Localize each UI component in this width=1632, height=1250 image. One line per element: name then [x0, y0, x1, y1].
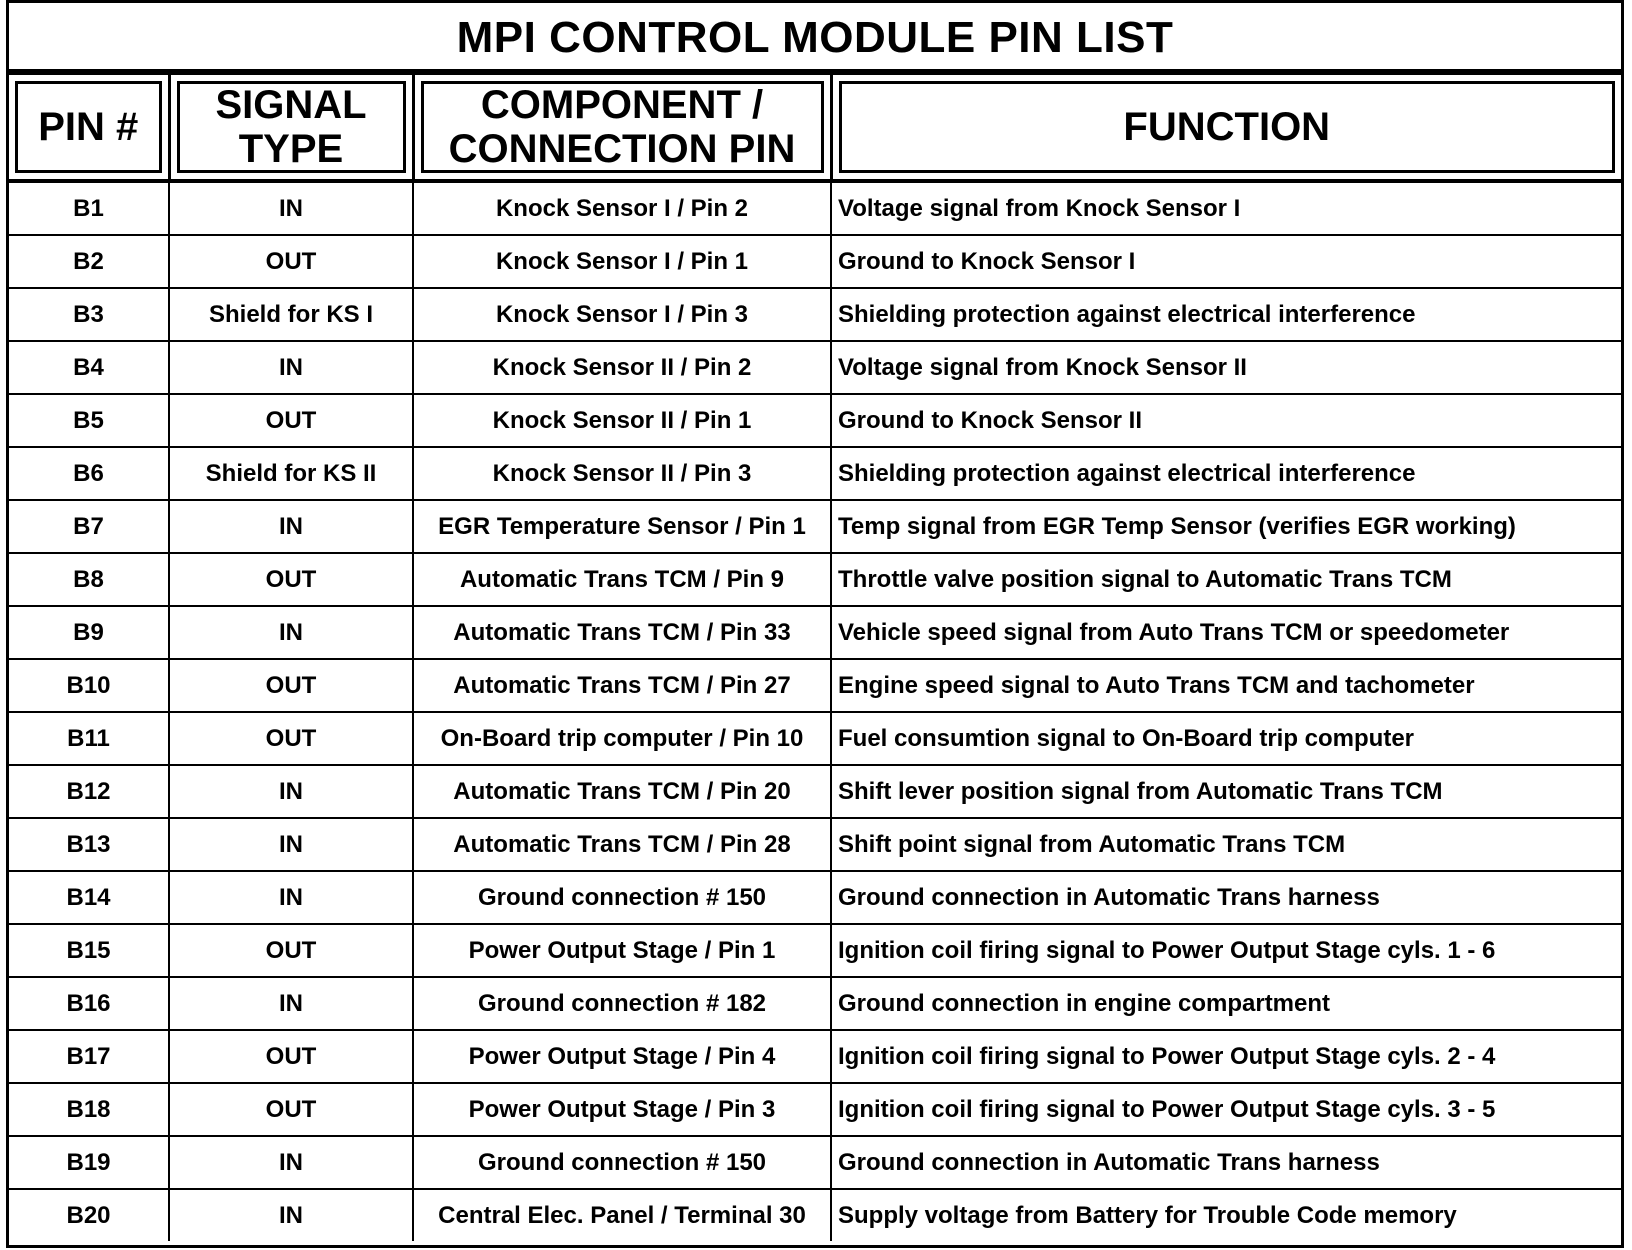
- component-cell: Knock Sensor II / Pin 2: [413, 341, 831, 394]
- signal-type-cell: IN: [169, 606, 413, 659]
- signal-type-cell: IN: [169, 765, 413, 818]
- page-title: MPI CONTROL MODULE PIN LIST: [9, 3, 1621, 75]
- signal-type-cell: OUT: [169, 553, 413, 606]
- table-row: [9, 394, 1621, 447]
- component-cell: Automatic Trans TCM / Pin 20: [413, 765, 831, 818]
- signal-type-cell: OUT: [169, 712, 413, 765]
- component-cell: On-Board trip computer / Pin 10: [413, 712, 831, 765]
- signal-type-cell: IN: [169, 818, 413, 871]
- header-signal-type: [169, 75, 413, 181]
- pin-cell: B17: [9, 1030, 169, 1083]
- pin-cell: B15: [9, 924, 169, 977]
- table-row: [9, 341, 1621, 394]
- component-cell: Knock Sensor I / Pin 3: [413, 288, 831, 341]
- component-cell: Automatic Trans TCM / Pin 9: [413, 553, 831, 606]
- function-cell: Ignition coil firing signal to Power Output Stage cyls. 1 - 6: [831, 924, 1621, 977]
- function-cell: Temp signal from EGR Temp Sensor (verifies EGR working): [831, 500, 1621, 553]
- component-cell: Knock Sensor II / Pin 1: [413, 394, 831, 447]
- table-row: [9, 924, 1621, 977]
- pin-cell: B8: [9, 553, 169, 606]
- header-signal-line1: SIGNAL: [215, 83, 367, 127]
- table-row: [9, 553, 1621, 606]
- signal-type-cell: IN: [169, 977, 413, 1030]
- table-row: [9, 235, 1621, 288]
- table-row: [9, 1189, 1621, 1241]
- function-cell: Voltage signal from Knock Sensor II: [831, 341, 1621, 394]
- component-cell: Ground connection # 150: [413, 871, 831, 924]
- signal-type-cell: OUT: [169, 659, 413, 712]
- pin-rows: [9, 181, 1621, 1241]
- pin-cell: B11: [9, 712, 169, 765]
- pin-cell: B1: [9, 181, 169, 235]
- table-row: [9, 606, 1621, 659]
- signal-type-cell: OUT: [169, 394, 413, 447]
- table-row: [9, 181, 1621, 235]
- signal-type-cell: IN: [169, 871, 413, 924]
- component-cell: Power Output Stage / Pin 3: [413, 1083, 831, 1136]
- function-cell: Ground to Knock Sensor I: [831, 235, 1621, 288]
- pin-cell: B16: [9, 977, 169, 1030]
- pin-cell: B6: [9, 447, 169, 500]
- component-cell: Ground connection # 182: [413, 977, 831, 1030]
- pin-cell: B10: [9, 659, 169, 712]
- component-cell: Automatic Trans TCM / Pin 27: [413, 659, 831, 712]
- table-row: [9, 500, 1621, 553]
- table-row: [9, 712, 1621, 765]
- table-row: [9, 659, 1621, 712]
- function-cell: Ground to Knock Sensor II: [831, 394, 1621, 447]
- component-cell: EGR Temperature Sensor / Pin 1: [413, 500, 831, 553]
- component-cell: Ground connection # 150: [413, 1136, 831, 1189]
- function-cell: Ground connection in Automatic Trans harness: [831, 871, 1621, 924]
- pin-cell: B3: [9, 288, 169, 341]
- table-row: [9, 447, 1621, 500]
- pin-cell: B7: [9, 500, 169, 553]
- pin-cell: B2: [9, 235, 169, 288]
- table-row: [9, 871, 1621, 924]
- function-cell: Voltage signal from Knock Sensor I: [831, 181, 1621, 235]
- signal-type-cell: OUT: [169, 235, 413, 288]
- component-cell: Knock Sensor I / Pin 1: [413, 235, 831, 288]
- signal-type-cell: IN: [169, 341, 413, 394]
- component-cell: Central Elec. Panel / Terminal 30: [413, 1189, 831, 1241]
- signal-type-cell: OUT: [169, 1030, 413, 1083]
- component-cell: Automatic Trans TCM / Pin 28: [413, 818, 831, 871]
- table-row: [9, 1083, 1621, 1136]
- function-cell: Fuel consumtion signal to On-Board trip computer: [831, 712, 1621, 765]
- pin-cell: B19: [9, 1136, 169, 1189]
- pin-list-sheet: [6, 0, 1624, 1248]
- function-cell: Ignition coil firing signal to Power Output Stage cyls. 3 - 5: [831, 1083, 1621, 1136]
- pin-cell: B4: [9, 341, 169, 394]
- function-cell: Ground connection in engine compartment: [831, 977, 1621, 1030]
- signal-type-cell: IN: [169, 1136, 413, 1189]
- function-cell: Ignition coil firing signal to Power Output Stage cyls. 2 - 4: [831, 1030, 1621, 1083]
- header-function: FUNCTION: [831, 75, 1621, 181]
- header-component-line2: CONNECTION PIN: [448, 127, 796, 171]
- component-cell: Power Output Stage / Pin 4: [413, 1030, 831, 1083]
- header-signal-line2: TYPE: [238, 127, 344, 171]
- signal-type-cell: IN: [169, 1189, 413, 1241]
- function-cell: Shielding protection against electrical interference: [831, 447, 1621, 500]
- header-row: [9, 75, 1621, 181]
- header-component-line1: COMPONENT /: [480, 83, 764, 127]
- function-cell: Vehicle speed signal from Auto Trans TCM or speedometer: [831, 606, 1621, 659]
- function-cell: Engine speed signal to Auto Trans TCM and tachometer: [831, 659, 1621, 712]
- header-pin: PIN #: [9, 75, 169, 181]
- pin-cell: B5: [9, 394, 169, 447]
- pin-cell: B20: [9, 1189, 169, 1241]
- component-cell: Knock Sensor I / Pin 2: [413, 181, 831, 235]
- function-cell: Shielding protection against electrical interference: [831, 288, 1621, 341]
- signal-type-cell: IN: [169, 500, 413, 553]
- pin-list-table: [9, 75, 1621, 1241]
- component-cell: Automatic Trans TCM / Pin 33: [413, 606, 831, 659]
- pin-cell: B14: [9, 871, 169, 924]
- component-cell: Power Output Stage / Pin 1: [413, 924, 831, 977]
- function-cell: Shift point signal from Automatic Trans TCM: [831, 818, 1621, 871]
- table-row: [9, 818, 1621, 871]
- component-cell: Knock Sensor II / Pin 3: [413, 447, 831, 500]
- signal-type-cell: OUT: [169, 924, 413, 977]
- pin-cell: B9: [9, 606, 169, 659]
- pin-cell: B18: [9, 1083, 169, 1136]
- pin-cell: B12: [9, 765, 169, 818]
- table-row: [9, 1030, 1621, 1083]
- signal-type-cell: OUT: [169, 1083, 413, 1136]
- table-row: [9, 288, 1621, 341]
- function-cell: Shift lever position signal from Automatic Trans TCM: [831, 765, 1621, 818]
- table-row: [9, 977, 1621, 1030]
- function-cell: Ground connection in Automatic Trans harness: [831, 1136, 1621, 1189]
- signal-type-cell: Shield for KS II: [169, 447, 413, 500]
- function-cell: Supply voltage from Battery for Trouble Code memory: [831, 1189, 1621, 1241]
- table-row: [9, 765, 1621, 818]
- table-row: [9, 1136, 1621, 1189]
- pin-cell: B13: [9, 818, 169, 871]
- function-cell: Throttle valve position signal to Automatic Trans TCM: [831, 553, 1621, 606]
- signal-type-cell: Shield for KS I: [169, 288, 413, 341]
- header-component: [413, 75, 831, 181]
- signal-type-cell: IN: [169, 181, 413, 235]
